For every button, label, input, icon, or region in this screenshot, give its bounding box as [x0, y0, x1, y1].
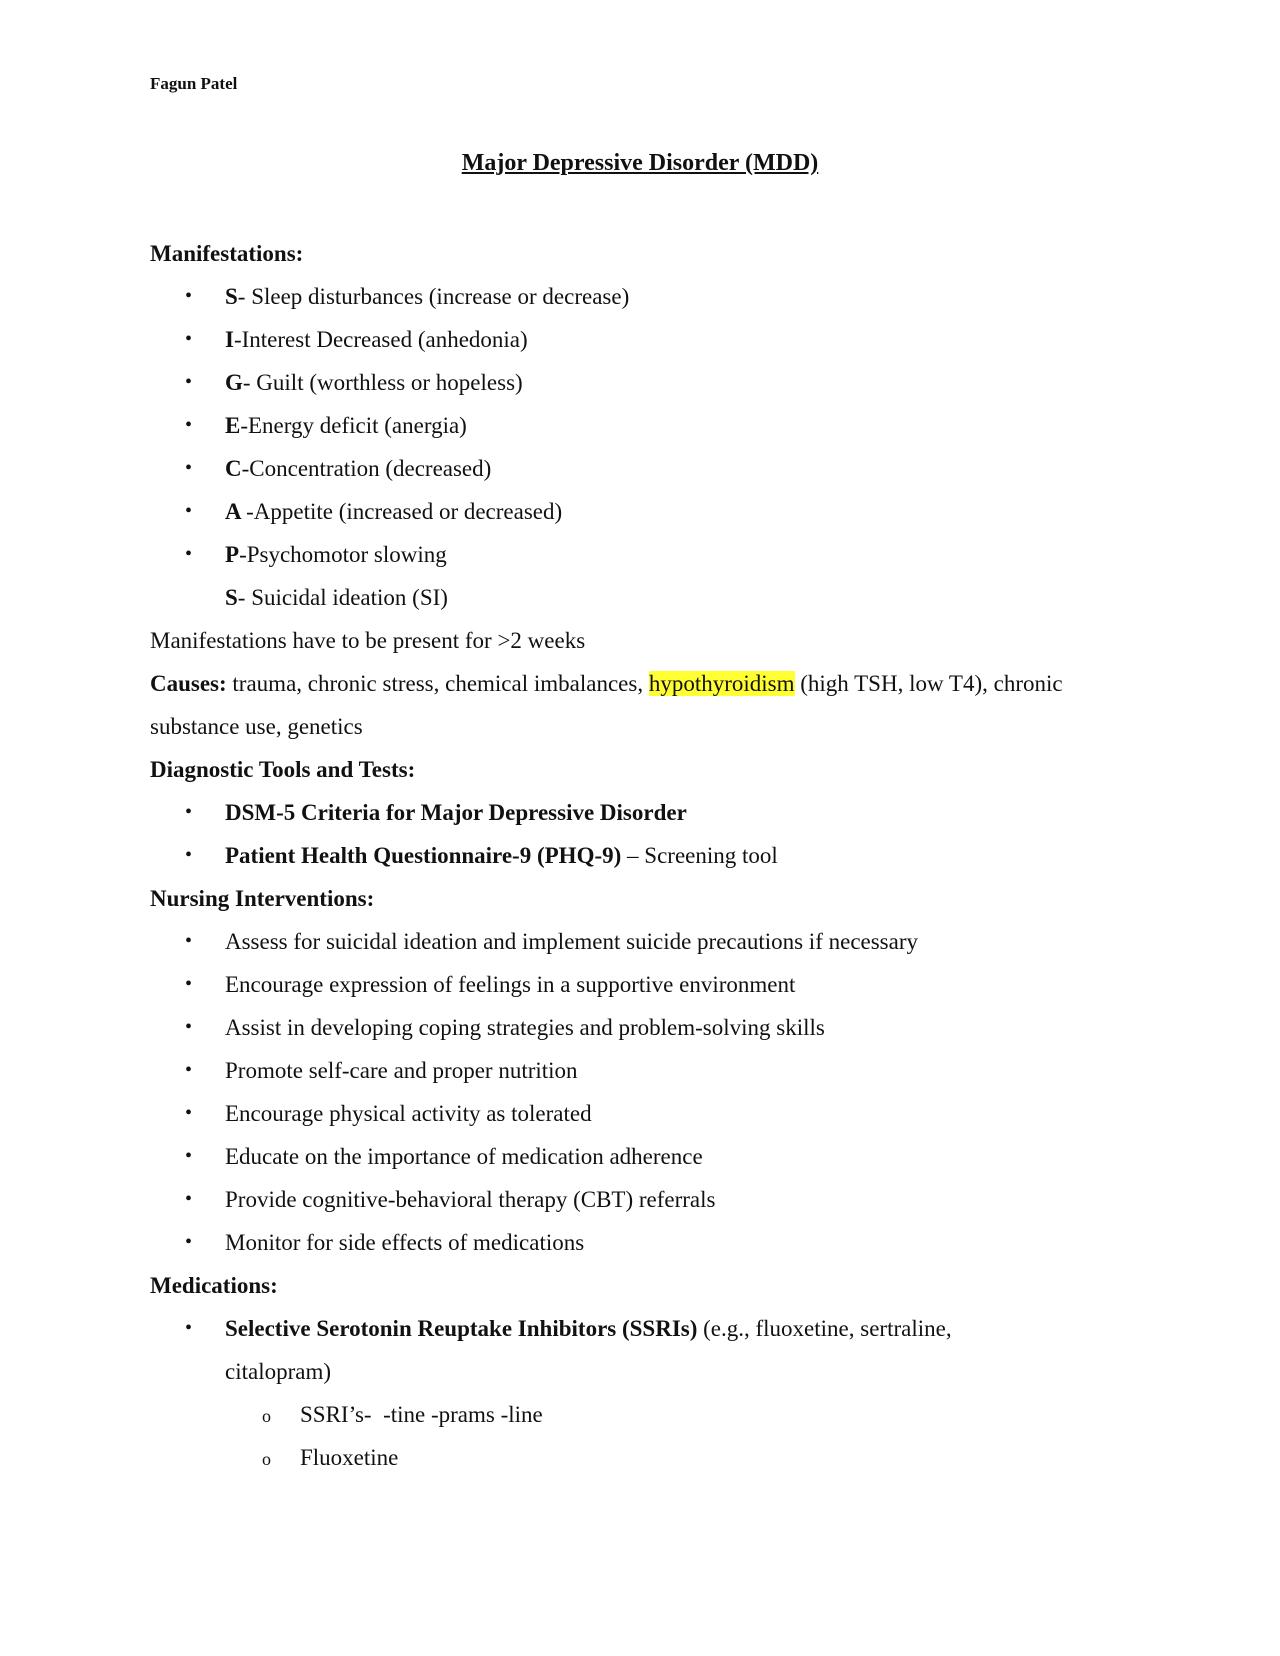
mnemonic-letter: G — [225, 370, 243, 395]
list-item-text: Assess for suicidal ideation and implement suicide precautions if necessary — [225, 929, 918, 954]
list-item — [150, 963, 1100, 1006]
list-item — [150, 404, 1100, 447]
medications-heading: Medications: — [150, 1273, 278, 1298]
sub-list-item-text: Fluoxetine — [300, 1445, 399, 1470]
bullet-icon: • — [185, 973, 193, 995]
list-item — [150, 533, 1100, 576]
bullet-icon: • — [185, 844, 193, 866]
list-item-text: Encourage physical activity as tolerated — [225, 1101, 592, 1126]
list-item — [150, 791, 1100, 834]
sub-list-item-text: SSRI’s- -tine -prams -line — [300, 1402, 543, 1427]
list-item-text: (e.g., fluoxetine, sertraline, citalopram) — [225, 1316, 952, 1384]
list-item — [150, 490, 1100, 533]
bullet-icon: • — [185, 457, 193, 479]
page-title: Major Depressive Disorder (MDD) — [461, 150, 819, 176]
bullet-icon: • — [185, 1231, 193, 1253]
duration-note: Manifestations have to be present for >2 weeks — [150, 628, 586, 653]
list-item — [150, 1221, 1100, 1264]
list-item-text: – Screening tool — [621, 843, 778, 868]
diagnostics-heading: Diagnostic Tools and Tests: — [150, 757, 416, 782]
bullet-icon: • — [185, 1188, 193, 1210]
mnemonic-letter: A — [225, 499, 247, 524]
list-item-text: Provide cognitive-behavioral therapy (CBT) referrals — [225, 1187, 716, 1212]
bullet-icon: • — [185, 500, 193, 522]
list-item-bold: DSM-5 Criteria for Major Depressive Disorder — [225, 800, 687, 825]
bullet-icon: • — [185, 801, 193, 823]
bullet-icon: • — [185, 1059, 193, 1081]
bullet-icon: • — [185, 414, 193, 436]
sub-list-item — [150, 1393, 1100, 1436]
list-item — [150, 1092, 1100, 1135]
mnemonic-letter: E — [225, 413, 241, 438]
list-item — [150, 447, 1100, 490]
bullet-icon: • — [185, 371, 193, 393]
bullet-icon: • — [185, 1016, 193, 1038]
mnemonic-letter: I — [225, 327, 234, 352]
list-item-text: -Energy deficit (anergia) — [240, 413, 467, 438]
list-item — [150, 361, 1100, 404]
causes-paragraph — [150, 662, 1100, 748]
list-item-text: -Interest Decreased (anhedonia) — [233, 327, 528, 352]
list-item — [150, 920, 1100, 963]
list-item-text: -Appetite (increased or decreased) — [246, 499, 563, 524]
list-item-text: Monitor for side effects of medications — [225, 1230, 585, 1255]
sub-list-item — [150, 1436, 1100, 1479]
list-item-bold: Selective Serotonin Reuptake Inhibitors (SSRIs) — [225, 1316, 698, 1341]
list-item — [150, 318, 1100, 361]
list-item-text: Encourage expression of feelings in a supportive environment — [225, 972, 796, 997]
list-item — [150, 1135, 1100, 1178]
list-item-text: Educate on the importance of medication adherence — [225, 1144, 703, 1169]
circle-bullet-icon: o — [262, 1449, 271, 1469]
highlighted-term: hypothyroidism — [648, 671, 795, 696]
manifestations-heading: Manifestations: — [150, 241, 304, 266]
causes-label: Causes: — [150, 671, 227, 696]
mnemonic-letter: C — [225, 456, 242, 481]
list-item-bold: Patient Health Questionnaire-9 (PHQ-9) — [225, 843, 622, 868]
mnemonic-letter: S — [225, 585, 238, 610]
causes-text-continued: (high TSH, low T4), chronic substance use, genetics — [150, 671, 1063, 739]
list-item-text: - Suicidal ideation (SI) — [237, 585, 448, 610]
list-item — [150, 1006, 1100, 1049]
bullet-icon: • — [185, 930, 193, 952]
mnemonic-letter: P — [225, 542, 240, 567]
list-item-text: -Concentration (decreased) — [241, 456, 492, 481]
circle-bullet-icon: o — [262, 1406, 271, 1426]
bullet-icon: • — [185, 543, 193, 565]
bullet-icon: • — [185, 285, 193, 307]
list-item-text: Promote self-care and proper nutrition — [225, 1058, 578, 1083]
list-item — [150, 1049, 1100, 1092]
causes-text: trauma, chronic stress, chemical imbalances, — [226, 671, 649, 696]
list-item-text: Assist in developing coping strategies and problem-solving skills — [225, 1015, 825, 1040]
list-item-text: - Guilt (worthless or hopeless) — [242, 370, 523, 395]
list-item — [150, 1307, 1025, 1393]
mnemonic-letter: S — [225, 284, 238, 309]
list-item — [150, 576, 1100, 619]
list-item — [150, 834, 1100, 877]
list-item-text: - Sleep disturbances (increase or decrease) — [237, 284, 630, 309]
list-item — [150, 1178, 1100, 1221]
list-item-text: -Psychomotor slowing — [239, 542, 447, 567]
list-item — [150, 275, 1100, 318]
bullet-icon: • — [185, 1145, 193, 1167]
bullet-icon: • — [185, 1317, 193, 1339]
interventions-heading: Nursing Interventions: — [150, 886, 375, 911]
document-body — [150, 232, 1100, 1479]
bullet-icon: • — [185, 328, 193, 350]
bullet-icon: • — [185, 1102, 193, 1124]
author-name: Fagun Patel — [150, 74, 238, 93]
